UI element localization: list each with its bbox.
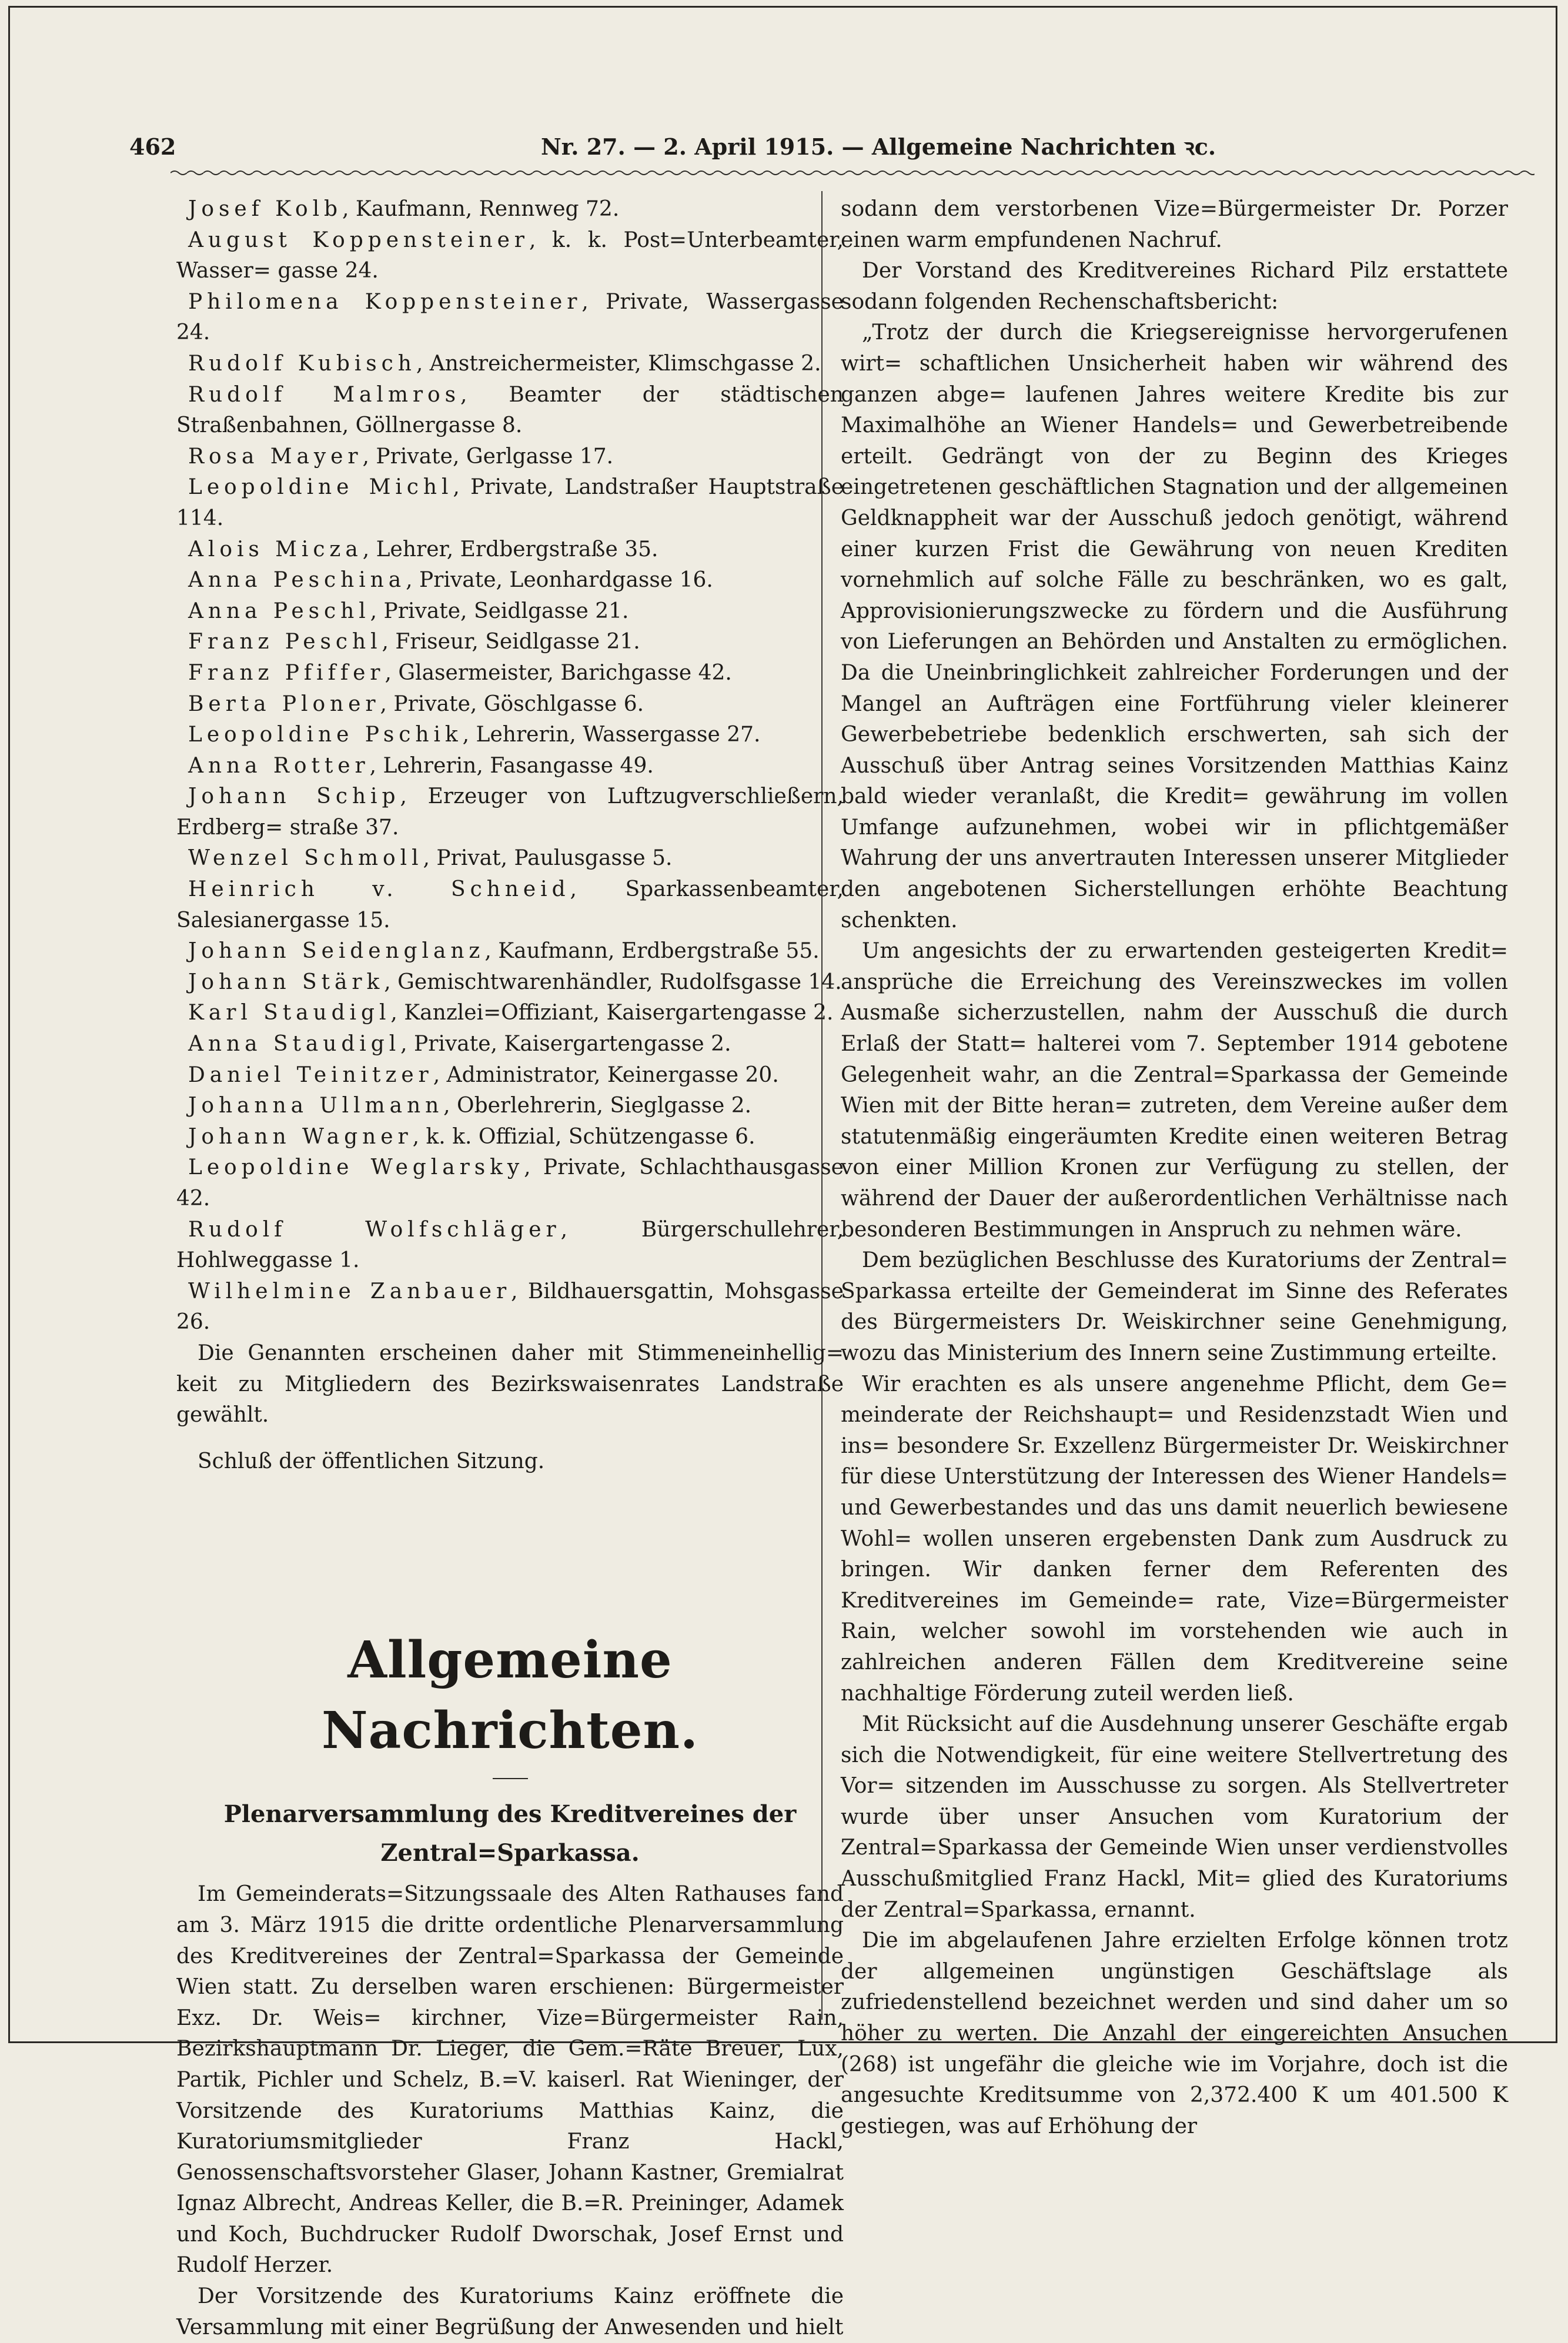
person-details: , Private, Leonhardgasse 16. xyxy=(406,568,713,593)
person-details: , Glasermeister, Barichgasse 42. xyxy=(385,660,732,685)
article-paragraph: Der Vorstand des Kreditvereines Richard Pilz erstattete sodann folgenden Rechenschaftsbericht: xyxy=(841,259,1508,314)
article-paragraph: Um angesichts der zu erwartenden gesteigerten Kredit= ansprüche die Erreichung des Vereinszweckes im vollen Ausmaße sicherzustellen, nahm der Ausschuß die durch Erlaß der Statt= halterei vom 7. September 1914 gebotene Gelegenheit wahr, an die Zentral=Sparkassa der Gemeinde Wien mit der Bitte heran= zutreten, dem Vereine außer dem statutenmäßig eingeräumten Kredite einen weiteren Betrag von einer Million Kronen zur Verfügung zu stellen, der während der Dauer der außerordentlichen Verhältnisse nach besonderen Bestimmungen in Anspruch zu nehmen wäre. xyxy=(841,939,1508,1242)
person-name: Franz Peschl xyxy=(188,630,382,654)
person-name: Rosa Mayer xyxy=(188,444,363,469)
person-name: Leopoldine Pschik xyxy=(188,723,463,747)
article-paragraph: „Trotz der durch die Kriegsereignisse hervorgerufenen wirt= schaftlichen Unsicherheit haben wir während des ganzen abge= laufenen Jahres weitere Kredite bis zur Maximalhöhe an Wiener Handels= und Gewerbetreibende erteilt. Gedrängt von der zu Beginn des Krieges eingetretenen geschäftlichen Stagnation und der allgemeinen Geldknappheit war der Ausschuß jedoch genötigt, während einer kurzen Frist die Gewährung von neuen Krediten vornehmlich auf solche Fälle zu beschränken, wo es galt, Approvisionierungszwecke zu fördern und die Ausführung von Lieferungen an Behörden und Anstalten zu ermöglichen. Da die Uneinbringlichkeit zahlreicher Forderungen und der Mangel an Aufträgen eine Fortführung vieler kleinerer Gewerbebetriebe bedenklich erschwerten, sah sich der Ausschuß über Antrag seines Vorsitzenden Matthias Kainz bald wieder veranlaßt, die Kredit= gewährung im vollen Umfange aufzunehmen, wobei wir in pflichtgemäßer Wahrung der uns anvertrauten Interessen unserer Mitglieder den angebotenen Sicherstellungen erhöhte Beachtung schenkten. xyxy=(841,320,1508,932)
name-list-item xyxy=(176,967,844,998)
name-list-item xyxy=(176,1215,844,1276)
person-details: , Anstreichermeister, Klimschgasse 2. xyxy=(416,351,821,376)
person-name: Heinrich v. Schneid xyxy=(188,877,570,902)
name-list-item xyxy=(176,1029,844,1060)
person-details: , Beamter der städtischen Straßenbahnen, Göllnergasse 8. xyxy=(176,382,844,438)
section-spacer xyxy=(176,1508,844,1625)
article-title-line-2: Zentral=Sparkassa. xyxy=(380,1839,640,1867)
name-list-item xyxy=(176,936,844,967)
person-details: , Kaufmann, Erdbergstraße 55. xyxy=(484,939,820,964)
person-details: , Private, Kaisergartengasse 2. xyxy=(400,1032,731,1057)
name-list-item xyxy=(176,472,844,534)
person-details: , Lehrer, Erdbergstraße 35. xyxy=(362,537,658,561)
name-list-item xyxy=(176,596,844,627)
article-paragraph: Dem bezüglichen Beschlusse des Kuratoriums der Zentral= Sparkassa erteilte der Gemeinderat im Sinne des Referates des Bürgermeisters Dr. Weiskirchner seine Genehmigung, wozu das Ministerium des Innern seine Zustimmung erteilte. xyxy=(841,1248,1508,1365)
page-number: 462 xyxy=(129,133,176,160)
section-title: Allgemeine Nachrichten. xyxy=(321,1630,698,1761)
person-details: , Gemischtwarenhändler, Rudolfsgasse 14. xyxy=(384,970,842,994)
title-rule xyxy=(493,1778,528,1779)
article-paragraph: Mit Rücksicht auf die Ausdehnung unserer Geschäfte ergab sich die Notwendigkeit, für eine weitere Stellvertretung des Vor= sitzenden im Ausschusse zu sorgen. Als Stellvertreter wurde über unser Ansuchen vom Kuratorium der Zentral=Sparkassa der Gemeinde Wien unser verdienstvolles Ausschußmitglied Franz Hackl, Mit= glied des Kuratoriums der Zentral=Sparkassa, ernannt. xyxy=(841,1712,1508,1922)
article-paragraph: Wir erachten es als unsere angenehme Pflicht, dem Ge= meinderate der Reichshaupt= und Residenzstadt Wien und ins= besondere Sr. Exzellenz Bürgermeister Dr. Weiskirchner für diese Unterstützung der Interessen des Wiener Handels= und Gewerbestandes und das uns damit neuerlich bewiesene Wohl= wollen unseren ergebensten Dank zum Ausdruck zu bringen. Wir danken ferner dem Referenten des Kreditvereines im Gemeinde= rate, Vize=Bürgermeister Rain, welcher sowohl im vorstehenden wie auch in zahlreichen anderen Fällen dem Kreditvereine seine nachhaltige Förderung zuteil werden ließ. xyxy=(841,1372,1508,1706)
name-list-item xyxy=(176,380,844,442)
left-column xyxy=(176,194,844,2343)
person-name: Josef Kolb xyxy=(188,197,343,221)
election-paragraph: Die Genannten erscheinen daher mit Stimmeneinhellig= keit zu Mitgliedern des Bezirkswaisenrates Landstraße gewählt. xyxy=(176,1341,844,1428)
person-name: Rudolf Wolfschläger xyxy=(188,1217,561,1242)
person-name: Anna Peschina xyxy=(188,568,406,593)
person-name: Anna Staudigl xyxy=(188,1032,401,1057)
article-title-line-1: Plenarversammlung des Kreditvereines der xyxy=(223,1800,797,1829)
name-list-item xyxy=(176,349,844,380)
person-details: , Lehrerin, Fasangasse 49. xyxy=(369,753,654,778)
name-list-item xyxy=(176,565,844,596)
person-name: Anna Peschl xyxy=(188,599,370,623)
person-name: Johann Schip xyxy=(188,784,400,809)
person-name: Daniel Teinitzer xyxy=(188,1062,433,1087)
person-name: Philomena Koppensteiner xyxy=(188,289,582,314)
name-list-item xyxy=(176,1060,844,1091)
name-list-item xyxy=(176,1122,844,1153)
person-name: Johann Stärk xyxy=(188,970,385,994)
person-details: , Private, Seidlgasse 21. xyxy=(370,599,629,623)
wavy-header-rule xyxy=(170,168,1534,178)
person-details: , Administrator, Keinergasse 20. xyxy=(433,1062,779,1087)
name-list-item xyxy=(176,689,844,720)
person-details: , Bildhauersgattin, Mohsgasse 26. xyxy=(176,1279,844,1335)
person-name: Leopoldine Michl xyxy=(188,475,453,500)
name-list-item xyxy=(176,874,844,936)
person-details: , Kanzlei=Offiziant, Kaisergartengasse 2. xyxy=(390,1001,834,1025)
name-list-item xyxy=(176,1152,844,1214)
person-details: , k. k. Post=Unterbeamter, Wasser= gasse 24. xyxy=(176,228,844,283)
person-name: Anna Rotter xyxy=(188,753,370,778)
person-details: , Lehrerin, Wassergasse 27. xyxy=(462,723,761,747)
name-list-item xyxy=(176,627,844,658)
name-list-item xyxy=(176,534,844,566)
person-details: , Oberlehrerin, Sieglgasse 2. xyxy=(443,1094,752,1118)
person-details: , Kaufmann, Rennweg 72. xyxy=(342,197,620,221)
person-details: , Friseur, Seidlgasse 21. xyxy=(382,630,640,654)
person-name: Berta Ploner xyxy=(188,691,380,716)
person-name: Alois Micza xyxy=(188,537,363,561)
name-list-item xyxy=(176,1276,844,1338)
person-name: Karl Staudigl xyxy=(188,1001,391,1025)
person-name: Johann Seidenglanz xyxy=(188,939,485,964)
name-list-item xyxy=(176,442,844,473)
article-paragraph: Die im abgelaufenen Jahre erzielten Erfolge können trotz der allgemeinen ungünstigen Geschäftslage als zufriedenstellend bezeichnet werden und sind daher um so höher zu werten. Die Anzahl der eingereichten Ansuchen (268) ist ungefähr die gleiche wie im Vorjahre, doch ist die angesuchte Kreditsumme von 2,372.400 K um 401.500 K gestiegen, was auf Erhöhung der xyxy=(841,1928,1508,2138)
name-list xyxy=(176,194,844,1338)
article-paragraph: Der Vorsitzende des Kuratoriums Kainz eröffnete die Versammlung mit einer Begrüßung der Anwesenden und hielt xyxy=(176,2284,844,2339)
person-name: Leopoldine Weglarsky xyxy=(188,1155,524,1180)
person-name: Franz Pfiffer xyxy=(188,660,385,685)
article-paragraph: Im Gemeinderats=Sitzungssaale des Alten Rathauses fand am 3. März 1915 die dritte ordentliche Plenarversammlung des Kreditvereines der Zentral=Sparkassa der Gemeinde Wien statt. Zu derselben waren erschienen: Bürgermeister Exz. Dr. Weis= kirchner, Vize=Bürgermeister Rain, Bezirkshauptmann Dr. Lieger, die Gem.=Räte Breuer, Lux, Partik, Pichler und Schelz, B.=V. kaiserl. Rat Wieninger, der Vorsitzende des Kuratoriums Matthias Kainz, die Kuratoriumsmitglieder Franz Hackl, Genossenschaftsvorsteher Glaser, Johann Kastner, Gremialrat Ignaz Albrecht, Andreas Keller, die B.=R. Preininger, Adamek und Koch, Buchdrucker Rudolf Dworschak, Josef Ernst und Rudolf Herzer. xyxy=(176,1882,844,2278)
person-details: , Private, Schlachthausgasse 42. xyxy=(176,1155,844,1211)
name-list-item xyxy=(176,843,844,874)
name-list-item xyxy=(176,287,844,349)
person-name: Johann Wagner xyxy=(188,1124,413,1149)
name-list-item xyxy=(176,658,844,689)
name-list-item xyxy=(176,225,844,287)
person-name: Wilhelmine Zanbauer xyxy=(188,1279,511,1303)
person-details: , Privat, Paulusgasse 5. xyxy=(423,846,673,871)
article-paragraph: sodann dem verstorbenen Vize=Bürgermeister Dr. Porzer einen warm empfundenen Nachruf. xyxy=(841,197,1508,252)
person-details: , Sparkassenbeamter, Salesianergasse 15. xyxy=(176,877,844,932)
person-name: August Koppensteiner xyxy=(188,228,529,252)
name-list-item xyxy=(176,720,844,751)
page-header xyxy=(129,131,1524,163)
closing-line: Schluß der öffentlichen Sitzung. xyxy=(198,1449,545,1473)
person-details: , Bürgerschullehrer, Hohlweggasse 1. xyxy=(176,1217,844,1273)
running-head: Nr. 27. — 2. April 1915. — Allgemeine Nachrichten ꝛc. xyxy=(541,133,1216,160)
person-details: , Private, Landstraßer Hauptstraße 114. xyxy=(176,475,844,530)
person-details: , k. k. Offizial, Schützengasse 6. xyxy=(412,1124,755,1149)
name-list-item xyxy=(176,998,844,1029)
name-list-item xyxy=(176,194,844,225)
person-name: Rudolf Malmros xyxy=(188,382,461,407)
person-name: Johanna Ullmann xyxy=(188,1094,444,1118)
person-details: , Private, Göschlgasse 6. xyxy=(380,691,644,716)
right-column xyxy=(841,194,1508,2142)
person-details: , Private, Wassergasse 24. xyxy=(176,289,844,345)
person-details: , Erzeuger von Luftzugverschließern, Erdberg= straße 37. xyxy=(176,784,844,840)
person-name: Rudolf Kubisch xyxy=(188,351,416,376)
person-name: Wenzel Schmoll xyxy=(188,846,423,871)
person-details: , Private, Gerlgasse 17. xyxy=(362,444,614,469)
name-list-item xyxy=(176,1091,844,1122)
name-list-item xyxy=(176,751,844,782)
name-list-item xyxy=(176,781,844,843)
